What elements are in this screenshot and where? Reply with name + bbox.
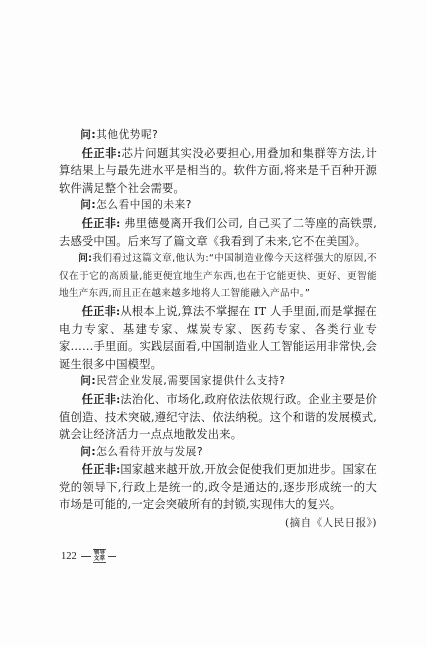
paragraph-text: 我们看过这篇文章,他认为:“中国制造业像今天这样强大的原因,不仅在于它的高质量,能更便宜地生产东西,也在于它能更快、更好、更智能地生产东西,而且正在越来越多地将人工智能融入产品中。” [59,253,378,300]
question-paragraph [59,444,377,462]
source-citation: (摘自《人民日报》) [285,517,377,530]
paragraph-text: 芯片问题其实没必要担心,用叠加和集群等方法,计算结果上与最先进水平是相当的。软件方面,将来是千百种开源软件满足整个社会需要。 [59,146,377,195]
paragraph-text: 法治化、市场化,政府依法依规行政。企业主要是价值创造、技术突破,遵纪守法、依法纳税。这个和谐的发展模式,就会让经济活力一点点地散发出来。 [59,392,377,442]
answer-paragraph [59,461,377,514]
answer-paragraph [59,303,377,373]
page-footer [61,549,116,563]
paragraph-text: 怎么看中国的未来? [96,199,192,212]
speaker-label: 问: [80,199,97,212]
speaker-label: 任正非: [81,462,121,477]
logo-text-line2: 文萃 [93,556,105,563]
answer-paragraph [59,145,377,198]
answer-paragraph [59,215,377,250]
paragraph-text: 怎么看待开放与发展? [96,445,204,458]
speaker-label: 任正非: [81,215,121,230]
logo-text-line1: 领导 [93,550,105,556]
page-number: 122 [61,550,77,562]
question-paragraph [59,127,377,145]
speaker-label: 任正非: [81,145,122,160]
paragraph-text: 其他优势呢? [96,129,159,141]
magazine-logo [93,549,106,563]
speaker-label: 问: [78,253,93,265]
question-paragraph [59,197,377,215]
speaker-label: 问: [80,375,97,388]
article-body [59,127,377,530]
footer-divider [108,556,116,557]
speaker-label: 任正非: [81,391,121,406]
footer-divider [81,556,91,557]
speaker-label: 任正非: [81,303,121,318]
speaker-label: 问: [80,445,97,458]
paragraph-text: 民营企业发展,需要国家提供什么支持? [96,375,286,388]
answer-paragraph [59,391,377,444]
question-paragraph [59,250,377,303]
question-paragraph [59,373,377,391]
paragraph-text: 从根本上说,算法不掌握在 IT 人手里面,而是掌握在电力专家、基建专家、煤炭专家、医药专家、各类行业专家……手里面。实践层面看,中国制造业人工智能运用非常快,会诞生很多中国模型。 [59,304,378,371]
paragraph-text: 弗里德曼离开我们公司, 自己买了二等座的高铁票,去感受中国。后来写了篇文章《我看到了未来,它不在美国》。 [59,216,377,248]
paragraph-text: 国家越来越开放,开放会促使我们更加进步。国家在党的领导下,行政上是统一的,政令是通达的,逐步形成统一的大市场是可能的,一定会突破所有的封锁,实现伟大的复兴。 [59,463,377,512]
speaker-label: 问: [80,129,97,141]
